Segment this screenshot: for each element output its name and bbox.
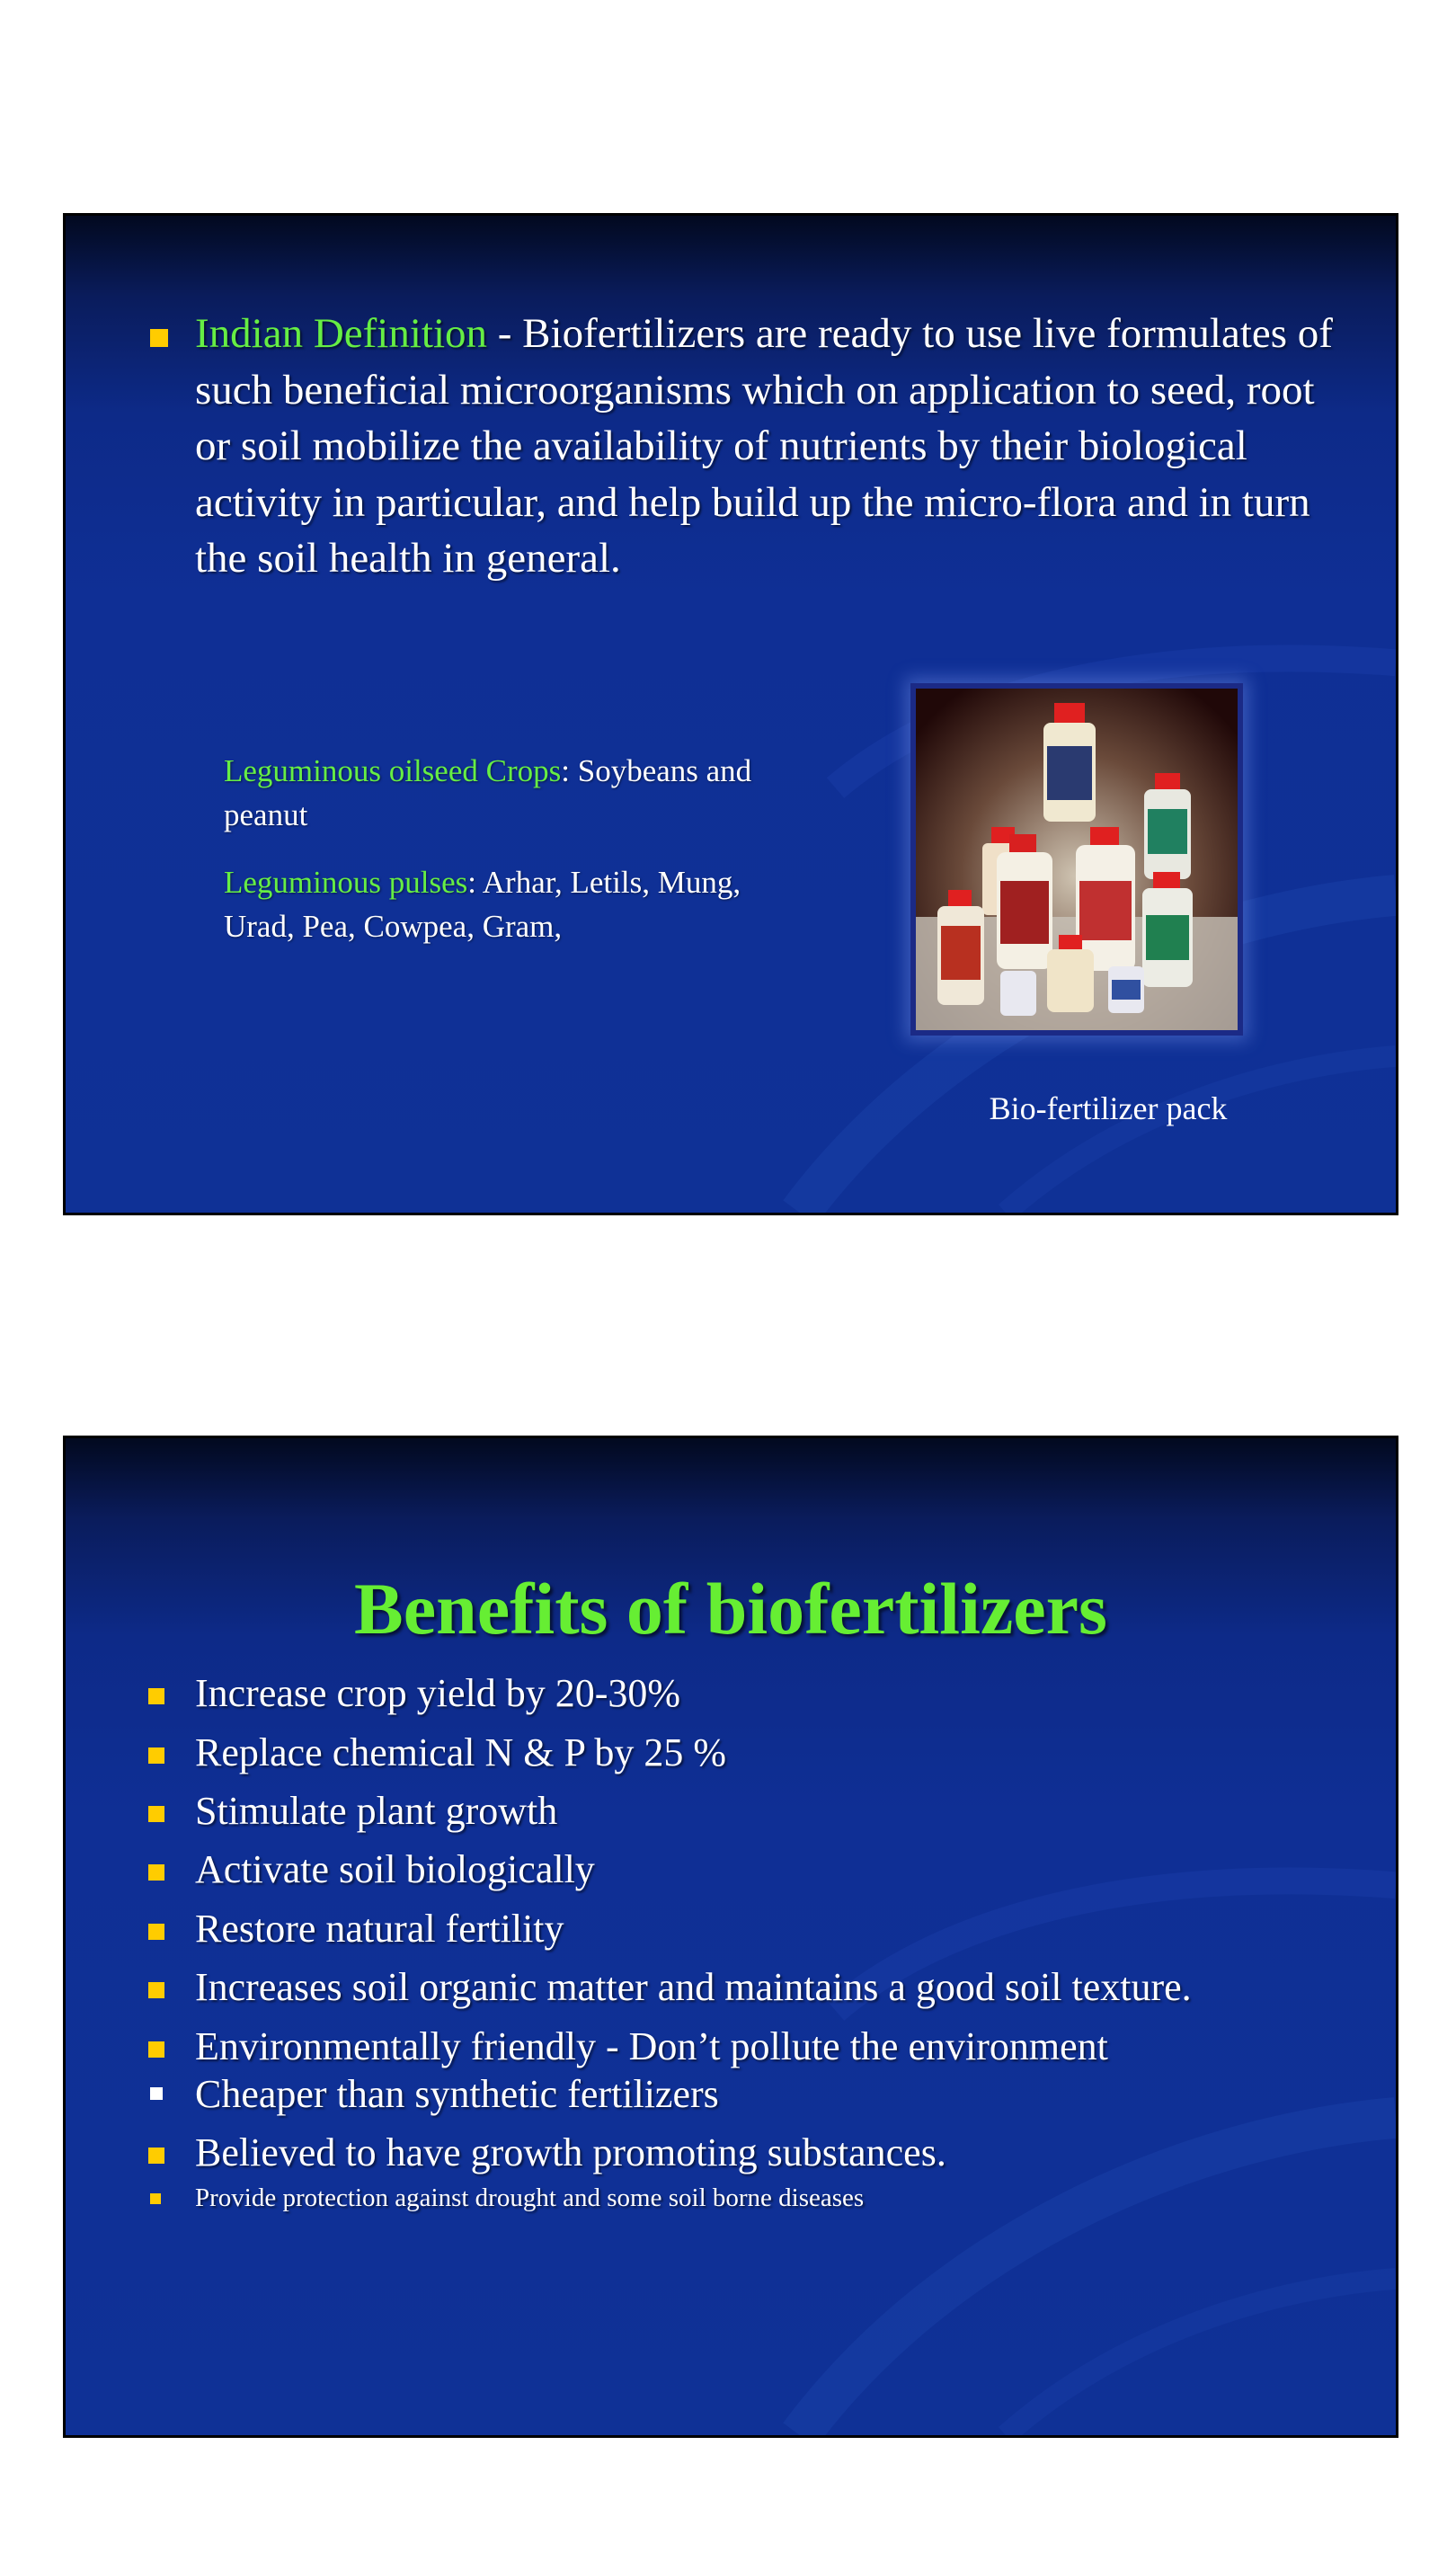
bullet-square-icon bbox=[148, 1924, 164, 1940]
slide-title: Benefits of biofertilizers bbox=[354, 1567, 1107, 1650]
bullet-square-icon bbox=[150, 2193, 161, 2204]
benefit-text: Cheaper than synthetic fertilizers bbox=[195, 2072, 719, 2116]
benefit-text: Restore natural fertility bbox=[195, 1907, 564, 1951]
benefit-item bbox=[66, 1728, 726, 1778]
bullet-square-icon bbox=[148, 1806, 164, 1822]
benefit-text: Believed to have growth promoting substances. bbox=[195, 2130, 946, 2174]
benefit-item bbox=[66, 2180, 864, 2216]
crop-oilseed bbox=[224, 749, 781, 837]
benefit-text: Environmentally friendly - Don’t pollute the environment bbox=[195, 2024, 1108, 2068]
benefit-item bbox=[66, 2069, 719, 2120]
biofertilizer-pack-photo bbox=[910, 683, 1243, 1036]
definition-bullet bbox=[66, 306, 1360, 587]
slide-definition bbox=[63, 213, 1398, 1215]
crop-text: : Arhar, Letils, Mung, Urad, Pea, Cowpea, Gram, bbox=[224, 865, 741, 944]
benefit-text: Stimulate plant growth bbox=[195, 1789, 558, 1833]
bullet-square-icon bbox=[150, 329, 168, 347]
crop-label: Leguminous oilseed Crops bbox=[224, 753, 562, 788]
benefit-text: Activate soil biologically bbox=[195, 1847, 595, 1891]
benefit-text: Provide protection against drought and some soil borne diseases bbox=[195, 2183, 865, 2212]
bullet-square-icon bbox=[148, 1688, 164, 1704]
benefit-item bbox=[66, 1962, 1192, 2013]
benefit-item bbox=[66, 1845, 595, 1895]
bullet-square-icon bbox=[150, 2087, 163, 2100]
definition-list bbox=[66, 306, 1360, 587]
benefit-text: Replace chemical N & P by 25 % bbox=[195, 1730, 726, 1774]
bullet-square-icon bbox=[148, 1982, 164, 1998]
benefit-item bbox=[66, 2128, 946, 2178]
crop-label: Leguminous pulses bbox=[224, 865, 468, 900]
slide-benefits bbox=[63, 1436, 1398, 2438]
bullet-square-icon bbox=[148, 2148, 164, 2164]
benefit-item bbox=[66, 1904, 564, 1954]
benefit-text: Increase crop yield by 20-30% bbox=[195, 1671, 681, 1715]
bullet-square-icon bbox=[148, 1747, 164, 1764]
crop-text: : Soybeans and peanut bbox=[224, 753, 752, 832]
bullet-square-icon bbox=[148, 1864, 164, 1881]
crop-pulses bbox=[224, 860, 781, 948]
bullet-square-icon bbox=[148, 2041, 164, 2058]
definition-label: Indian Definition bbox=[195, 310, 488, 357]
benefit-item bbox=[66, 1668, 680, 1719]
benefit-item bbox=[66, 2022, 1108, 2072]
benefit-item bbox=[66, 1786, 557, 1836]
benefit-text: Increases soil organic matter and maintains a good soil texture. bbox=[195, 1965, 1192, 2009]
definition-text: - Biofertilizers are ready to use live formulates of such beneficial microorganisms which on application to seed, root or soil mobilize the availability of nutrients by their biological activity in particular, and help build up the micro-flora and in turn the soil health in general. bbox=[195, 310, 1333, 582]
photo-caption: Bio-fertilizer pack bbox=[989, 1090, 1228, 1126]
